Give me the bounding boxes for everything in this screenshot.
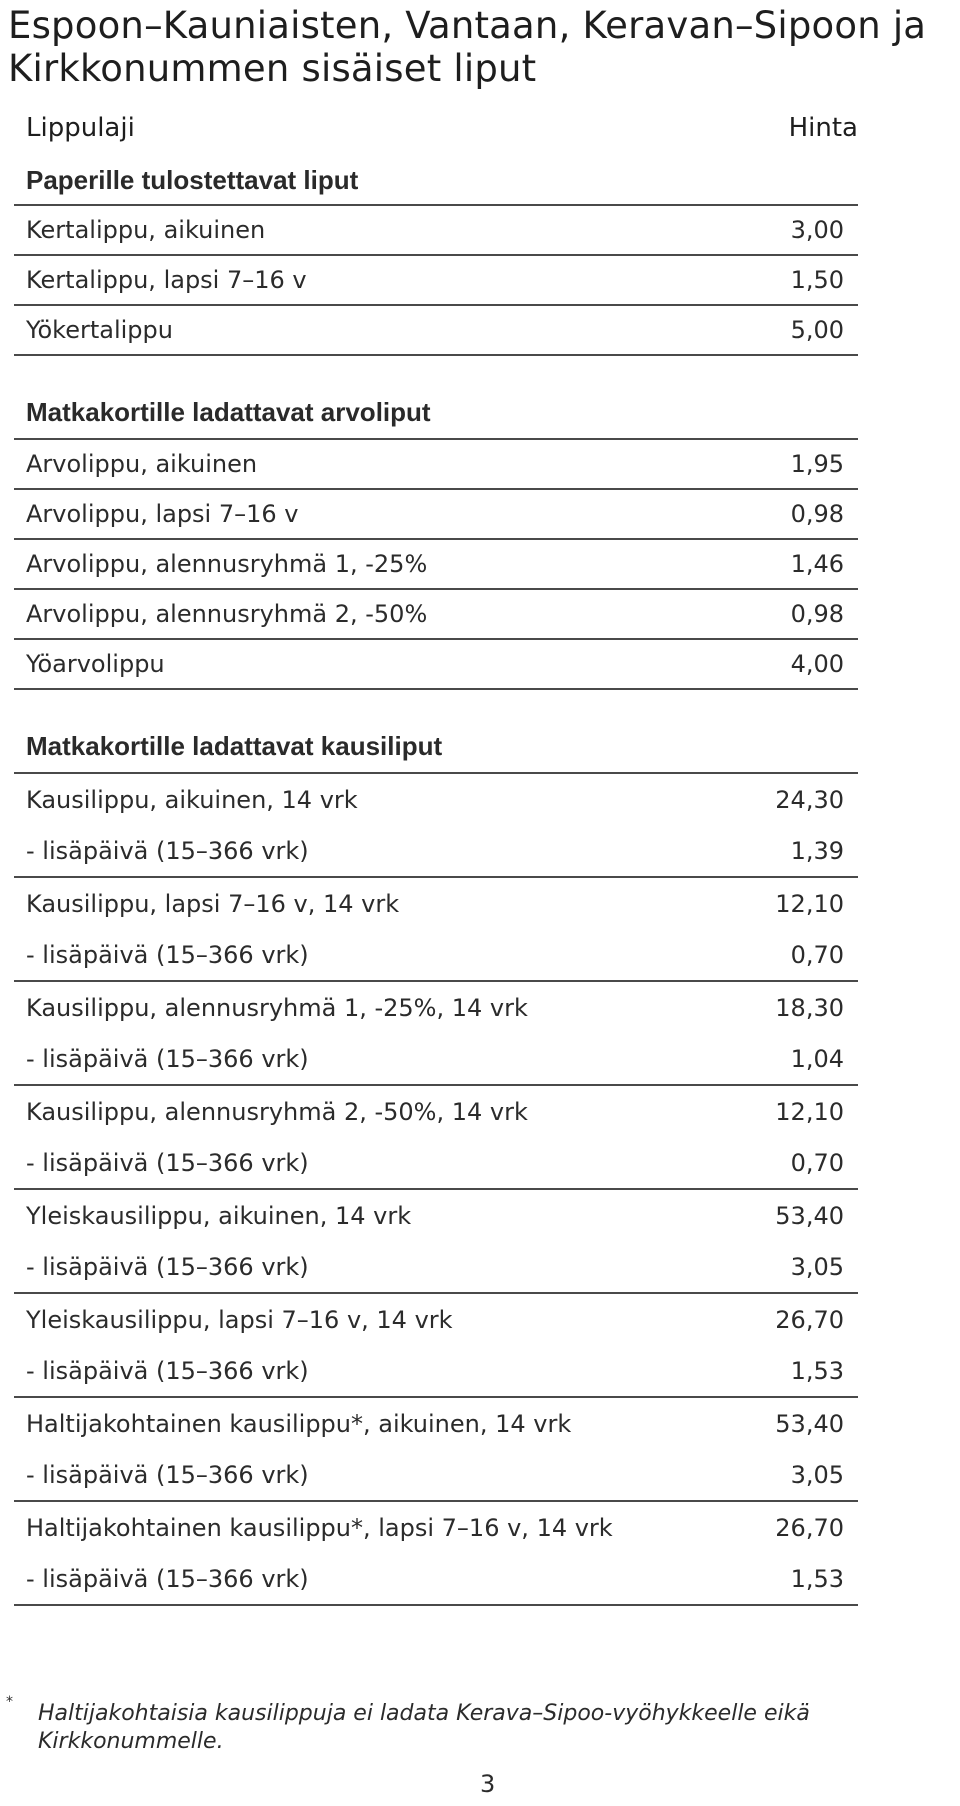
extra-day-price: 0,70	[790, 940, 844, 969]
ticket-price: 5,00	[790, 316, 844, 344]
table-row-group	[14, 1086, 858, 1190]
table-row	[14, 440, 858, 490]
extra-day-label: - lisäpäivä (15–366 vrk)	[26, 836, 309, 865]
ticket-price: 53,40	[775, 1409, 844, 1438]
table-row	[14, 490, 858, 540]
page-title-line-2: Kirkkonummen sisäiset liput	[8, 47, 537, 90]
table-row	[14, 306, 858, 356]
ticket-label: Arvolippu, aikuinen	[26, 450, 258, 478]
ticket-price: 1,50	[790, 266, 844, 294]
table-row	[14, 206, 858, 256]
table-row-group	[14, 1398, 858, 1502]
ticket-label: Kausilippu, alennusryhmä 1, -25%, 14 vrk	[26, 993, 528, 1022]
ticket-label: Kausilippu, aikuinen, 14 vrk	[26, 785, 358, 814]
table-row-extra-day	[14, 1241, 858, 1292]
ticket-price: 4,00	[790, 650, 844, 678]
ticket-price: 18,30	[775, 993, 844, 1022]
ticket-type-header: Lippulaji	[26, 113, 135, 143]
table-row-extra-day	[14, 1137, 858, 1188]
page-title-line-1: Espoon–Kauniaisten, Vantaan, Keravan–Sipoon ja	[8, 4, 927, 47]
extra-day-label: - lisäpäivä (15–366 vrk)	[26, 1460, 309, 1489]
extra-day-price: 0,70	[790, 1148, 844, 1177]
section-title-paper-tickets: Paperille tulostettavat liput	[14, 156, 858, 206]
ticket-label: Haltijakohtainen kausilippu*, lapsi 7–16 v, 14 vrk	[26, 1513, 613, 1542]
extra-day-price: 3,05	[790, 1252, 844, 1281]
extra-day-price: 1,53	[790, 1564, 844, 1593]
ticket-price: 53,40	[775, 1201, 844, 1230]
extra-day-price: 1,04	[790, 1044, 844, 1073]
extra-day-label: - lisäpäivä (15–366 vrk)	[26, 1252, 309, 1281]
section-title-value-tickets: Matkakortille ladattavat arvoliput	[14, 386, 858, 440]
ticket-label: Yökertalippu	[26, 316, 173, 344]
table-row-group	[14, 878, 858, 982]
ticket-price: 26,70	[775, 1513, 844, 1542]
footnote-text: Haltijakohtaisia kausilippuja ei ladata Kerava–Sipoo-vyöhykkeelle eikä Kirkkonummelle.	[38, 1701, 810, 1754]
ticket-label: Kausilippu, alennusryhmä 2, -50%, 14 vrk	[26, 1097, 528, 1126]
ticket-price: 12,10	[775, 1097, 844, 1126]
page-number: 3	[480, 1770, 496, 1798]
extra-day-label: - lisäpäivä (15–366 vrk)	[26, 1564, 309, 1593]
table-row	[14, 640, 858, 690]
ticket-price: 12,10	[775, 889, 844, 918]
section-title-season-tickets: Matkakortille ladattavat kausiliput	[14, 720, 858, 774]
table-row-group	[14, 982, 858, 1086]
table-row	[14, 774, 858, 825]
extra-day-price: 1,53	[790, 1356, 844, 1385]
table-row	[14, 540, 858, 590]
ticket-price: 26,70	[775, 1305, 844, 1334]
table-header	[14, 100, 858, 156]
table-row	[14, 256, 858, 306]
extra-day-label: - lisäpäivä (15–366 vrk)	[26, 1356, 309, 1385]
table-row-extra-day	[14, 1553, 858, 1604]
ticket-label: Arvolippu, lapsi 7–16 v	[26, 500, 299, 528]
ticket-label: Kausilippu, lapsi 7–16 v, 14 vrk	[26, 889, 400, 918]
ticket-price: 0,98	[790, 500, 844, 528]
extra-day-price: 3,05	[790, 1460, 844, 1489]
table-row-group	[14, 1190, 858, 1294]
table-row-extra-day	[14, 825, 858, 876]
extra-day-label: - lisäpäivä (15–366 vrk)	[26, 1148, 309, 1177]
table-row	[14, 878, 858, 929]
extra-day-price: 1,39	[790, 836, 844, 865]
table-row	[14, 1190, 858, 1241]
table-row	[14, 1398, 858, 1449]
ticket-label: Yöarvolippu	[26, 650, 165, 678]
table-row-extra-day	[14, 1033, 858, 1084]
table-row-group	[14, 1294, 858, 1398]
table-row-extra-day	[14, 929, 858, 980]
table-row	[14, 1086, 858, 1137]
ticket-price: 1,46	[790, 550, 844, 578]
price-table	[14, 100, 858, 1606]
table-row	[14, 982, 858, 1033]
extra-day-label: - lisäpäivä (15–366 vrk)	[26, 940, 309, 969]
footnote-mark: *	[6, 1694, 13, 1710]
table-row	[14, 590, 858, 640]
ticket-label: Arvolippu, alennusryhmä 1, -25%	[26, 550, 428, 578]
ticket-label: Yleiskausilippu, aikuinen, 14 vrk	[26, 1201, 412, 1230]
ticket-label: Arvolippu, alennusryhmä 2, -50%	[26, 600, 428, 628]
ticket-label: Yleiskausilippu, lapsi 7–16 v, 14 vrk	[26, 1305, 453, 1334]
ticket-price: 0,98	[790, 600, 844, 628]
table-row-group	[14, 1502, 858, 1606]
ticket-label: Haltijakohtainen kausilippu*, aikuinen, 14 vrk	[26, 1409, 572, 1438]
table-row	[14, 1294, 858, 1345]
table-row-extra-day	[14, 1449, 858, 1500]
ticket-label: Kertalippu, aikuinen	[26, 216, 266, 244]
page-title	[8, 4, 958, 90]
ticket-price: 24,30	[775, 785, 844, 814]
price-header: Hinta	[788, 113, 858, 143]
table-row-extra-day	[14, 1345, 858, 1396]
ticket-price: 3,00	[790, 216, 844, 244]
table-row-group	[14, 774, 858, 878]
extra-day-label: - lisäpäivä (15–366 vrk)	[26, 1044, 309, 1073]
table-row	[14, 1502, 858, 1553]
ticket-price: 1,95	[790, 450, 844, 478]
ticket-label: Kertalippu, lapsi 7–16 v	[26, 266, 307, 294]
